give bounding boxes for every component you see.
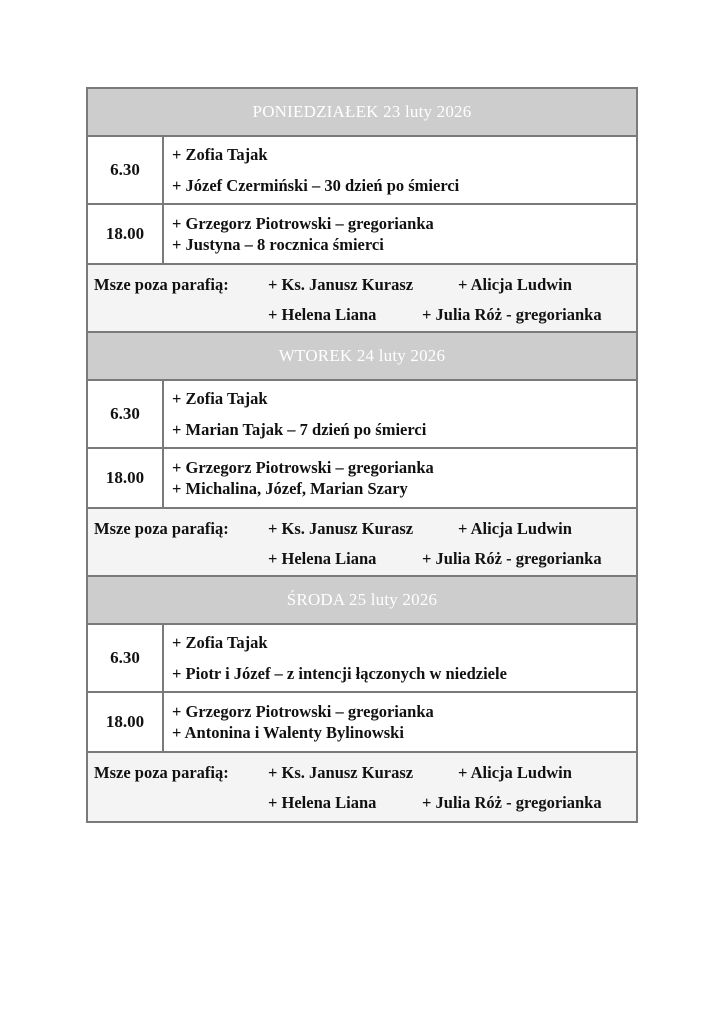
intention: + Zofia Tajak (172, 388, 268, 408)
outside-label: Msze poza parafią: (94, 275, 229, 294)
outside-intention: + Julia Róż - gregorianka (422, 305, 602, 324)
intention: + Grzegorz Piotrowski – gregorianka (172, 701, 434, 721)
outside-intention: + Alicja Ludwin (458, 763, 572, 782)
mass-intentions (164, 625, 636, 691)
mass-intentions (164, 381, 636, 447)
day-header: WTOREK 24 luty 2026 (88, 333, 636, 381)
outside-label: Msze poza parafią: (94, 763, 229, 782)
intention: + Justyna – 8 rocznica śmierci (172, 234, 384, 254)
outside-intention: + Ks. Janusz Kurasz (268, 763, 414, 782)
outside-parish-masses (88, 509, 636, 577)
mass-time: 6.30 (88, 625, 164, 691)
intention: + Michalina, Józef, Marian Szary (172, 478, 408, 498)
mass-intentions (164, 137, 636, 203)
day-header: ŚRODA 25 luty 2026 (88, 577, 636, 625)
intention: + Grzegorz Piotrowski – gregorianka (172, 213, 434, 233)
intention: + Józef Czermiński – 30 dzień po śmierci (172, 175, 460, 195)
mass-time: 18.00 (88, 449, 164, 507)
intention: + Piotr i Józef – z intencji łączonych w niedziele (172, 663, 507, 683)
mass-intentions (164, 205, 636, 263)
mass-time: 18.00 (88, 205, 164, 263)
mass-time: 6.30 (88, 381, 164, 447)
mass-intentions (164, 449, 636, 507)
mass-row-evening (88, 693, 636, 753)
mass-row-evening (88, 449, 636, 509)
outside-intention: + Ks. Janusz Kurasz (268, 275, 414, 294)
mass-row-morning (88, 137, 636, 205)
mass-row-morning (88, 625, 636, 693)
mass-time: 18.00 (88, 693, 164, 751)
outside-intention: + Ks. Janusz Kurasz (268, 519, 414, 538)
outside-intention: + Helena Liana (268, 549, 377, 568)
mass-schedule-table (86, 87, 638, 823)
intention: + Zofia Tajak (172, 144, 268, 164)
mass-row-morning (88, 381, 636, 449)
mass-row-evening (88, 205, 636, 265)
mass-time: 6.30 (88, 137, 164, 203)
outside-intention: + Julia Róż - gregorianka (422, 793, 602, 812)
outside-label: Msze poza parafią: (94, 519, 229, 538)
mass-intentions (164, 693, 636, 751)
day-header: PONIEDZIAŁEK 23 luty 2026 (88, 89, 636, 137)
outside-intention: + Alicja Ludwin (458, 519, 572, 538)
outside-intention: + Alicja Ludwin (458, 275, 572, 294)
outside-parish-masses (88, 753, 636, 821)
outside-intention: + Helena Liana (268, 305, 377, 324)
outside-parish-masses (88, 265, 636, 333)
intention: + Zofia Tajak (172, 632, 268, 652)
intention: + Grzegorz Piotrowski – gregorianka (172, 457, 434, 477)
intention: + Marian Tajak – 7 dzień po śmierci (172, 419, 427, 439)
intention: + Antonina i Walenty Bylinowski (172, 722, 404, 742)
outside-intention: + Julia Róż - gregorianka (422, 549, 602, 568)
outside-intention: + Helena Liana (268, 793, 377, 812)
